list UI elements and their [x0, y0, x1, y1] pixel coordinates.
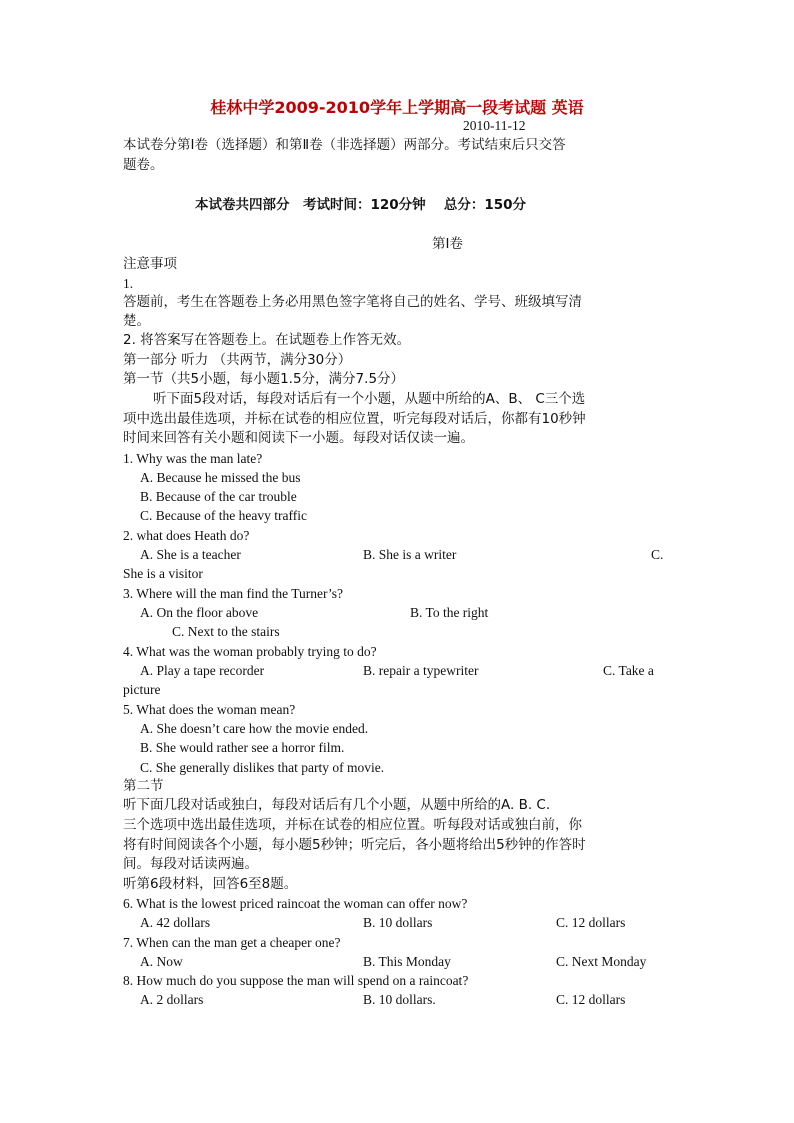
question-6: 6. What is the lowest priced raincoat the woman can offer now?: [123, 896, 468, 911]
q3-option-a: A. On the floor above: [140, 605, 259, 620]
q2-option-c-label: C.: [651, 547, 664, 562]
q7-option-c: C. Next Monday: [556, 954, 647, 969]
q5-option-c: C. She generally dislikes that party of movie.: [140, 760, 385, 775]
question-2: 2. what does Heath do?: [123, 528, 250, 543]
section1-instruction-1: 听下面5段对话，每段对话后有一个小题，从题中所给的A、B、 C三个选: [153, 391, 586, 407]
q7-option-a: A. Now: [140, 954, 183, 969]
part1-heading: 第一部分 听力 （共两节，满分30分）: [123, 352, 352, 368]
q7-option-b: B. This Monday: [363, 954, 451, 969]
section1-instruction-3: 时间来回答有关小题和阅读下一小题。每段对话仅读一遍。: [123, 430, 474, 446]
q4-option-b: B. repair a typewriter: [363, 663, 479, 678]
note-1-text-b: 楚。: [123, 313, 150, 329]
question-5: 5. What does the woman mean?: [123, 702, 296, 717]
q8-option-b: B. 10 dollars.: [363, 992, 436, 1007]
q1-option-b: B. Because of the car trouble: [140, 489, 297, 504]
q3-option-c: C. Next to the stairs: [172, 624, 280, 639]
q2-option-b: B. She is a writer: [363, 547, 457, 562]
question-1: 1. Why was the man late?: [123, 451, 263, 466]
q5-option-b: B. She would rather see a horror film.: [140, 740, 345, 755]
note-1-number: 1.: [123, 276, 134, 291]
notes-heading: 注意事项: [123, 256, 177, 272]
section1-instruction-2: 项中选出最佳选项，并标在试卷的相应位置，听完每段对话后，你都有10秒钟: [123, 411, 586, 427]
exam-date: 2010-11-12: [463, 118, 526, 133]
material-6-note: 听第6段材料，回答6至8题。: [123, 876, 298, 892]
intro-line-2: 题卷。: [123, 157, 164, 173]
note-1-text-a: 答题前，考生在答题卷上务必用黑色签字笔将自己的姓名、学号、班级填写清: [123, 294, 582, 310]
question-7: 7. When can the man get a cheaper one?: [123, 935, 341, 950]
q4-option-a: A. Play a tape recorder: [140, 663, 265, 678]
q4-option-c-text: picture: [123, 682, 161, 697]
section2-instruction-3: 将有时间阅读各个小题，每小题5秒钟；听完后，各小题将给出5秒钟的作答时: [123, 837, 586, 853]
q2-option-a: A. She is a teacher: [140, 547, 241, 562]
intro-line-1: 本试卷分第Ⅰ卷（选择题）和第Ⅱ卷（非选择题）两部分。考试结束后只交答: [123, 137, 566, 153]
q6-option-c: C. 12 dollars: [556, 915, 626, 930]
q2-option-c-text: She is a visitor: [123, 566, 203, 581]
section2-heading: 第二节: [123, 778, 164, 794]
note-2: 2. 将答案写在答题卷上。在试题卷上作答无效。: [123, 332, 411, 348]
exam-title: 桂林中学2009-2010学年上学期高一段考试题 英语: [210, 98, 584, 117]
section2-instruction-4: 间。每段对话读两遍。: [123, 856, 258, 872]
question-4: 4. What was the woman probably trying to do?: [123, 644, 377, 659]
q4-option-c-label: C. Take a: [603, 663, 654, 678]
section1-heading: 第一节（共5小题，每小题1.5分，满分7.5分）: [123, 371, 405, 387]
q6-option-b: B. 10 dollars: [363, 915, 433, 930]
question-8: 8. How much do you suppose the man will spend on a raincoat?: [123, 973, 469, 988]
question-3: 3. Where will the man find the Turner’s?: [123, 586, 343, 601]
q1-option-a: A. Because he missed the bus: [140, 470, 301, 485]
section2-instruction-1: 听下面几段对话或独白，每段对话后有几个小题，从题中所给的A. B. C.: [123, 797, 551, 813]
exam-summary: 本试卷共四部分 考试时间：120分钟 总分：150分: [195, 197, 527, 213]
q3-option-b: B. To the right: [410, 605, 489, 620]
volume-heading: 第Ⅰ卷: [432, 236, 463, 252]
q5-option-a: A. She doesn’t care how the movie ended.: [140, 721, 369, 736]
q8-option-c: C. 12 dollars: [556, 992, 626, 1007]
q1-option-c: C. Because of the heavy traffic: [140, 508, 307, 523]
section2-instruction-2: 三个选项中选出最佳选项，并标在试卷的相应位置。听每段对话或独白前，你: [123, 817, 582, 833]
q6-option-a: A. 42 dollars: [140, 915, 211, 930]
q8-option-a: A. 2 dollars: [140, 992, 204, 1007]
